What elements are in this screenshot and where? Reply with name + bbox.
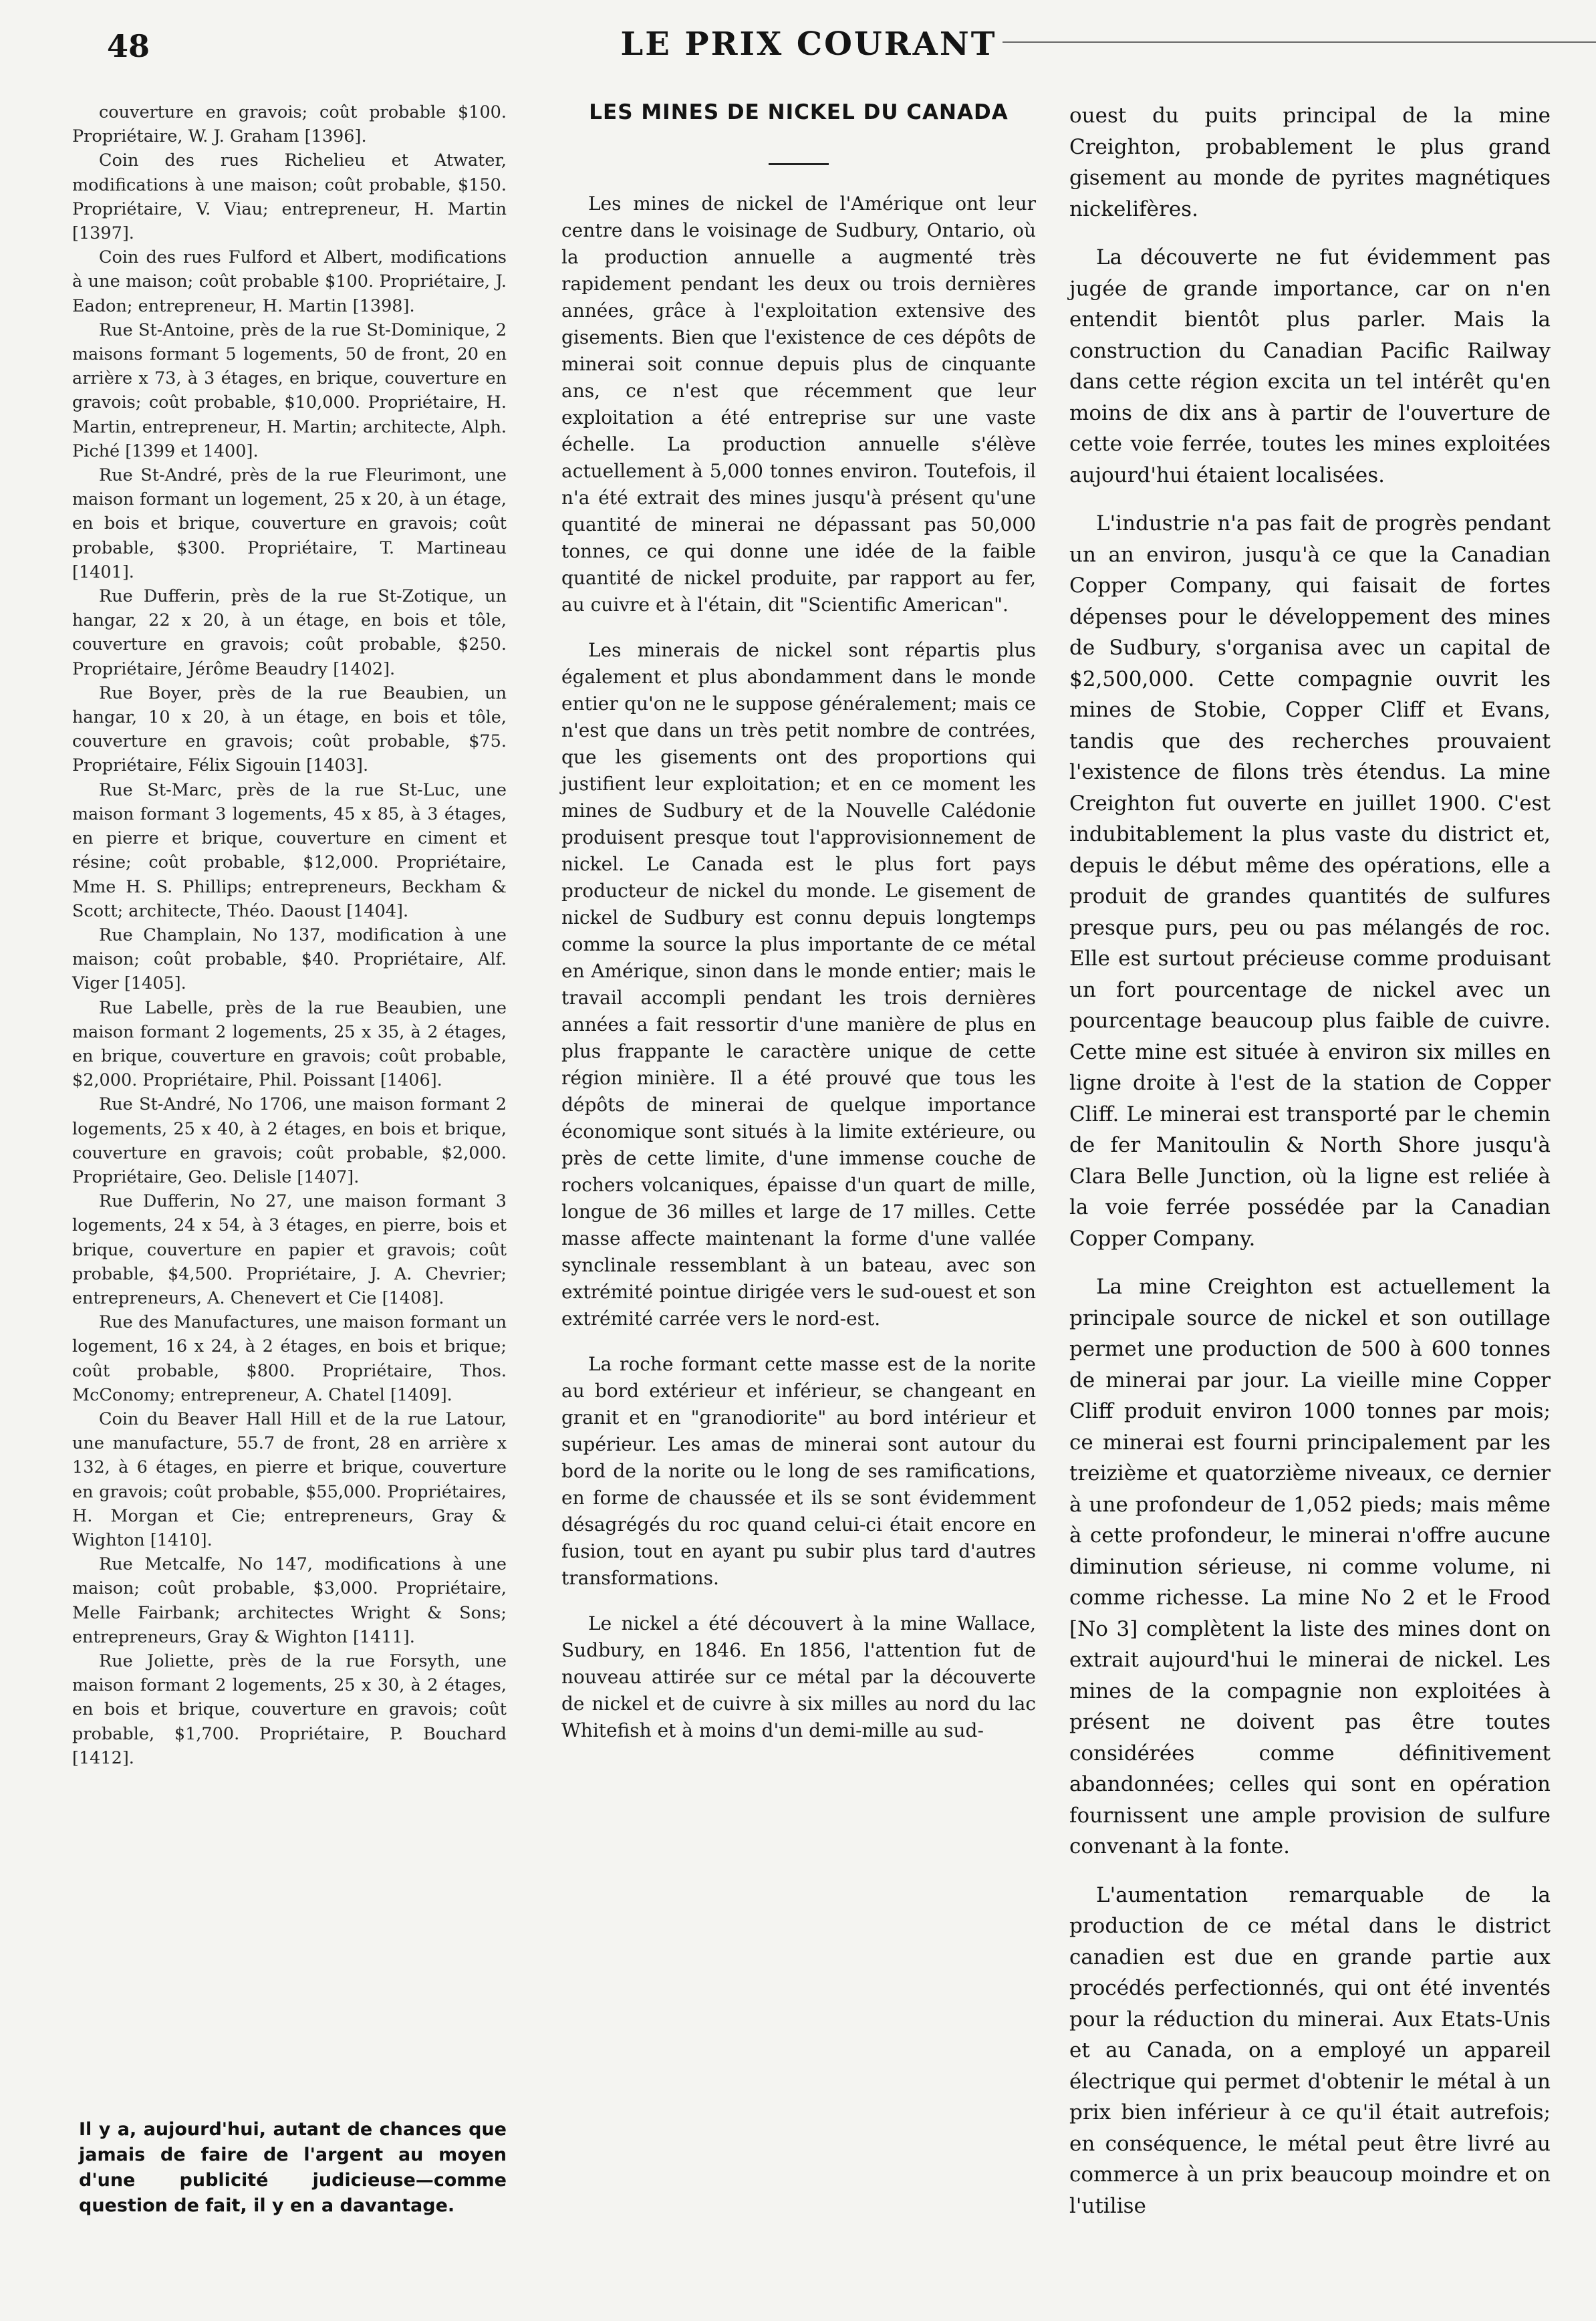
permit-listing: Rue Boyer, près de la rue Beaubien, un hangar, 10 x 20, à un étage, en bois et tôle, couverture en gravois; coût probable, $75. Propriétaire, Félix Sigouin [1403]. (72, 683, 507, 776)
page-number: 48 (107, 28, 150, 64)
permit-listing: Rue Dufferin, No 27, une maison formant 3 logements, 24 x 54, à 3 étages, en pierre, bois et brique, couverture en papier et gravois; coût probable, $4,500. Propriétaire, J. A. Chevrier; entrepreneurs, A. Chenevert et Cie [1408]. (72, 1191, 507, 1308)
article-paragraph: ouest du puits principal de la mine Creighton, probablement le plus grand gisement au monde de pyrites magnétiques nickelifères. (1069, 104, 1551, 221)
article-column-right (1069, 100, 1551, 2239)
article-paragraph: Les mines de nickel de l'Amérique ont leur centre dans le voisinage de Sudbury, Ontario, où la production annuelle a augmenté très rapidement pendant les deux ou trois dernières années, grâce à l'exploitation extensive des gisements. Bien que l'existence de ces dépôts de minerai soit connue depuis plus de cinquante ans, ce n'est que récemment que leur exploitation a été entreprise sur une vaste échelle. La production annuelle s'élève actuellement à 5,000 tonnes environ. Toutefois, il n'a été extrait des mines jusqu'à présent qu'une quantité de minerai ne dépassant pas 50,000 tonnes, ce qui donne une idée de la faible quantité de nickel produite, par rapport au fer, au cuivre et à l'étain, dit "Scientific American". (561, 193, 1036, 616)
permit-listing: Rue Champlain, No 137, modification à une maison; coût probable, $40. Propriétaire, Alf. Viger [1405]. (72, 925, 507, 994)
article-paragraph: La découverte ne fut évidemment pas jugée de grande importance, car on n'en entendit bientôt plus parler. Mais la construction du Canadian Pacific Railway dans cette région excita un tel intérêt qu'en moins de dix ans à partir de l'ouverture de cette voie ferrée, toutes les mines exploitées aujourd'hui étaient localisées. (1069, 245, 1551, 487)
permit-listing: Rue St-Marc, près de la rue St-Luc, une maison formant 3 logements, 45 x 85, à 3 étages, en pierre et brique, couverture en ciment et résine; coût probable, $12,000. Propriétaire, Mme H. S. Phillips; entrepreneurs, Beckham & Scott; architecte, Théo. Daoust [1404]. (72, 779, 507, 921)
building-permits-column (72, 100, 507, 1770)
permit-listing: Rue Dufferin, près de la rue St-Zotique, un hangar, 22 x 20, à un étage, en bois et tôle, couverture en gravois; coût probable, $250. Propriétaire, Jérôme Beaudry [1402]. (72, 586, 507, 679)
permit-listing: Rue St-André, No 1706, une maison formant 2 logements, 25 x 40, à 2 étages, en bois et brique, couverture en gravois; coût probable, $2,000. Propriétaire, Geo. Delisle [1407]. (72, 1094, 507, 1187)
article-paragraph: La roche formant cette masse est de la norite au bord extérieur et inférieur, se changeant en granit et en "granodiorite" au bord intérieur et supérieur. Les amas de minerai sont autour du bord de la norite ou le long de ses ramifications, en forme de chaussée et ils se sont évidemment désagrégés du roc quand celui-ci était encore en fusion, tout en ayant pu subir plus tard d'autres transformations. (561, 1353, 1036, 1589)
permit-listing: Rue St-André, près de la rue Fleurimont, une maison formant un logement, 25 x 20, à un étage, en bois et brique, couverture en gravois; coût probable, $300. Propriétaire, T. Martineau [1401]. (72, 465, 507, 582)
permit-listing: couverture en gravois; coût probable $100. Propriétaire, W. J. Graham [1396]. (72, 102, 507, 147)
permit-listing: Coin des rues Richelieu et Atwater, modifications à une maison; coût probable, $150. Propriétaire, V. Viau; entrepreneur, H. Martin [1397]. (72, 150, 507, 244)
article-paragraph: Le nickel a été découvert à la mine Wallace, Sudbury, en 1846. En 1856, l'attention fut de nouveau attirée sur ce métal par la découverte de nickel et de cuivre à six milles au nord du lac Whitefish et à moins d'un demi-mille au sud- (561, 1612, 1036, 1741)
article-paragraph: L'industrie n'a pas fait de progrès pendant un an environ, jusqu'à ce que la Canadian Copper Company, qui faisait de fortes dépenses pour le développement des mines de Sudbury, s'organisa avec un capital de $2,500,000. Cette compagnie ouvrit les mines de Stobie, Copper Cliff et Evans, tandis que des recherches prouvaient l'existence de filons très étendus. La mine Creighton fut ouverte en juillet 1900. C'est indubitablement la plus vaste du district et, depuis le début même des opérations, elle a produit de grandes quantités de sulfures presque purs, peu ou pas mélangés de roc. Elle est surtout précieuse comme produisant un fort pourcentage de nickel avec un pourcentage beaucoup plus faible de cuivre. Cette mine est située à environ six milles en ligne droite à l'est de la station de Copper Cliff. Le minerai est transporté par le chemin de fer Manitoulin & North Shore jusqu'à Clara Belle Junction, où la ligne est reliée à la voie ferrée possédée par la Canadian Copper Company. (1069, 511, 1551, 1251)
article-paragraph: La mine Creighton est actuellement la principale source de nickel et son outillage permet une production de 500 à 600 tonnes de minerai par jour. La vieille mine Copper Cliff produit environ 1000 tonnes par mois; ce minerai est fourni principalement par les treizième et quatorzième niveaux, ce dernier à une profondeur de 1,052 pieds; mais même à cette profondeur, le minerai n'offre aucune diminution sérieuse, ni comme volume, ni comme richesse. La mine No 2 et le Frood [No 3] complètent la liste des mines dont on extrait aujourd'hui le minerai de nickel. Les mines de la compagnie non exploitées à présent ne doivent pas être toutes considérées comme définitivement abandonnées; celles qui sont en opération fournissent une ample provision de sulfure convenant à la fonte. (1069, 1275, 1551, 1858)
permit-listing: Rue Joliette, près de la rue Forsyth, une maison formant 2 logements, 25 x 30, à 2 étages, en bois et brique, couverture en gravois; coût probable, $1,700. Propriétaire, P. Bouchard [1412]. (72, 1651, 507, 1768)
header-rule (1003, 41, 1596, 43)
permit-listing: Rue Labelle, près de la rue Beaubien, une maison formant 2 logements, 25 x 35, à 2 étages, en brique, couverture en gravois; coût probable, $2,000. Propriétaire, Phil. Poissant [1406]. (72, 997, 507, 1091)
permit-listing: Rue Metcalfe, No 147, modifications à une maison; coût probable, $3,000. Propriétaire, Melle Fairbank; architectes Wright & Sons; entrepreneurs, Gray & Wighton [1411]. (72, 1554, 507, 1647)
page-header (67, 20, 1551, 87)
journal-title: LE PRIX COURANT (620, 25, 997, 63)
advertising-note: Il y a, aujourd'hui, autant de chances que jamais de faire de l'argent au moyen d'une publicité judicieuse—comme question de fait, il y en a davantage. (79, 2119, 507, 2216)
permit-listing: Coin du Beaver Hall Hill et de la rue Latour, une manufacture, 55.7 de front, 28 en arrière x 132, à 6 étages, en pierre et brique, couverture en gravois; coût probable, $55,000. Propriétaires, H. Morgan et Cie; entrepreneurs, Gray & Wighton [1410]. (72, 1409, 507, 1550)
permit-listing: Rue St-Antoine, près de la rue St-Dominique, 2 maisons formant 5 logements, 50 de front, 20 en arrière x 73, à 3 étages, en brique, couverture en gravois; coût probable, $10,000. Propriétaire, H. Martin, entrepreneur, H. Martin; architecte, Alph. Piché [1399 et 1400]. (72, 320, 507, 461)
article-paragraph: L'aumentation remarquable de la production de ce métal dans le district canadien est due en grande partie aux procédés perfectionnés, qui ont été inventés pour la réduction du minerai. Aux Etats-Unis et au Canada, on a employé un appareil électrique qui permet d'obtenir le métal à un prix bien inférieur à ce qu'il était autrefois; en conséquence, le métal peut être livré au commerce à un prix beaucoup moindre et on l'utilise (1069, 1882, 1551, 2218)
article-title: LES MINES DE NICKEL DU CANADA (589, 100, 1009, 124)
permit-listing: Coin des rues Fulford et Albert, modifications à une maison; coût probable $100. Propriétaire, J. Eadon; entrepreneur, H. Martin [1398]. (72, 247, 507, 316)
article-column-middle (561, 100, 1036, 1763)
article-paragraph: Les minerais de nickel sont répartis plus également et plus abondamment dans le monde entier qu'on ne le suppose généralement; mais ce n'est que dans un très petit nombre de contrées, que les gisements ont des proportions qui justifient leur exploitation; et en ce moment les mines de Sudbury et de la Nouvelle Calédonie produisent presque tout l'approvisionnement de nickel. Le Canada est le plus fort pays producteur de nickel du monde. Le gisement de nickel de Sudbury est connu depuis longtemps comme la source la plus importante de ce métal en Amérique, sinon dans le monde entier; mais le travail accompli pendant les trois dernières années a fait ressortir d'une manière de plus en plus frappante le caractère unique de cette région minière. Il a été prouvé que tous les dépôts de minerai de quelque importance économique sont situés à la limite extérieure, ou près de cette limite, d'une immense couche de rochers volcaniques, épaisse d'un quart de mille, longue de 36 milles et large de 17 milles. Cette masse affecte maintenant la forme d'une vallée synclinale ressemblant à un bateau, avec son extrémité pointue dirigée vers le sud-ouest et son extrémité carrée vers le nord-est. (561, 639, 1036, 1330)
permit-listing: Rue des Manufactures, une maison formant un logement, 16 x 24, à 2 étages, en bois et brique; coût probable, $800. Propriétaire, Thos. McConomy; entrepreneur, A. Chatel [1409]. (72, 1312, 507, 1405)
title-rule (769, 163, 829, 165)
